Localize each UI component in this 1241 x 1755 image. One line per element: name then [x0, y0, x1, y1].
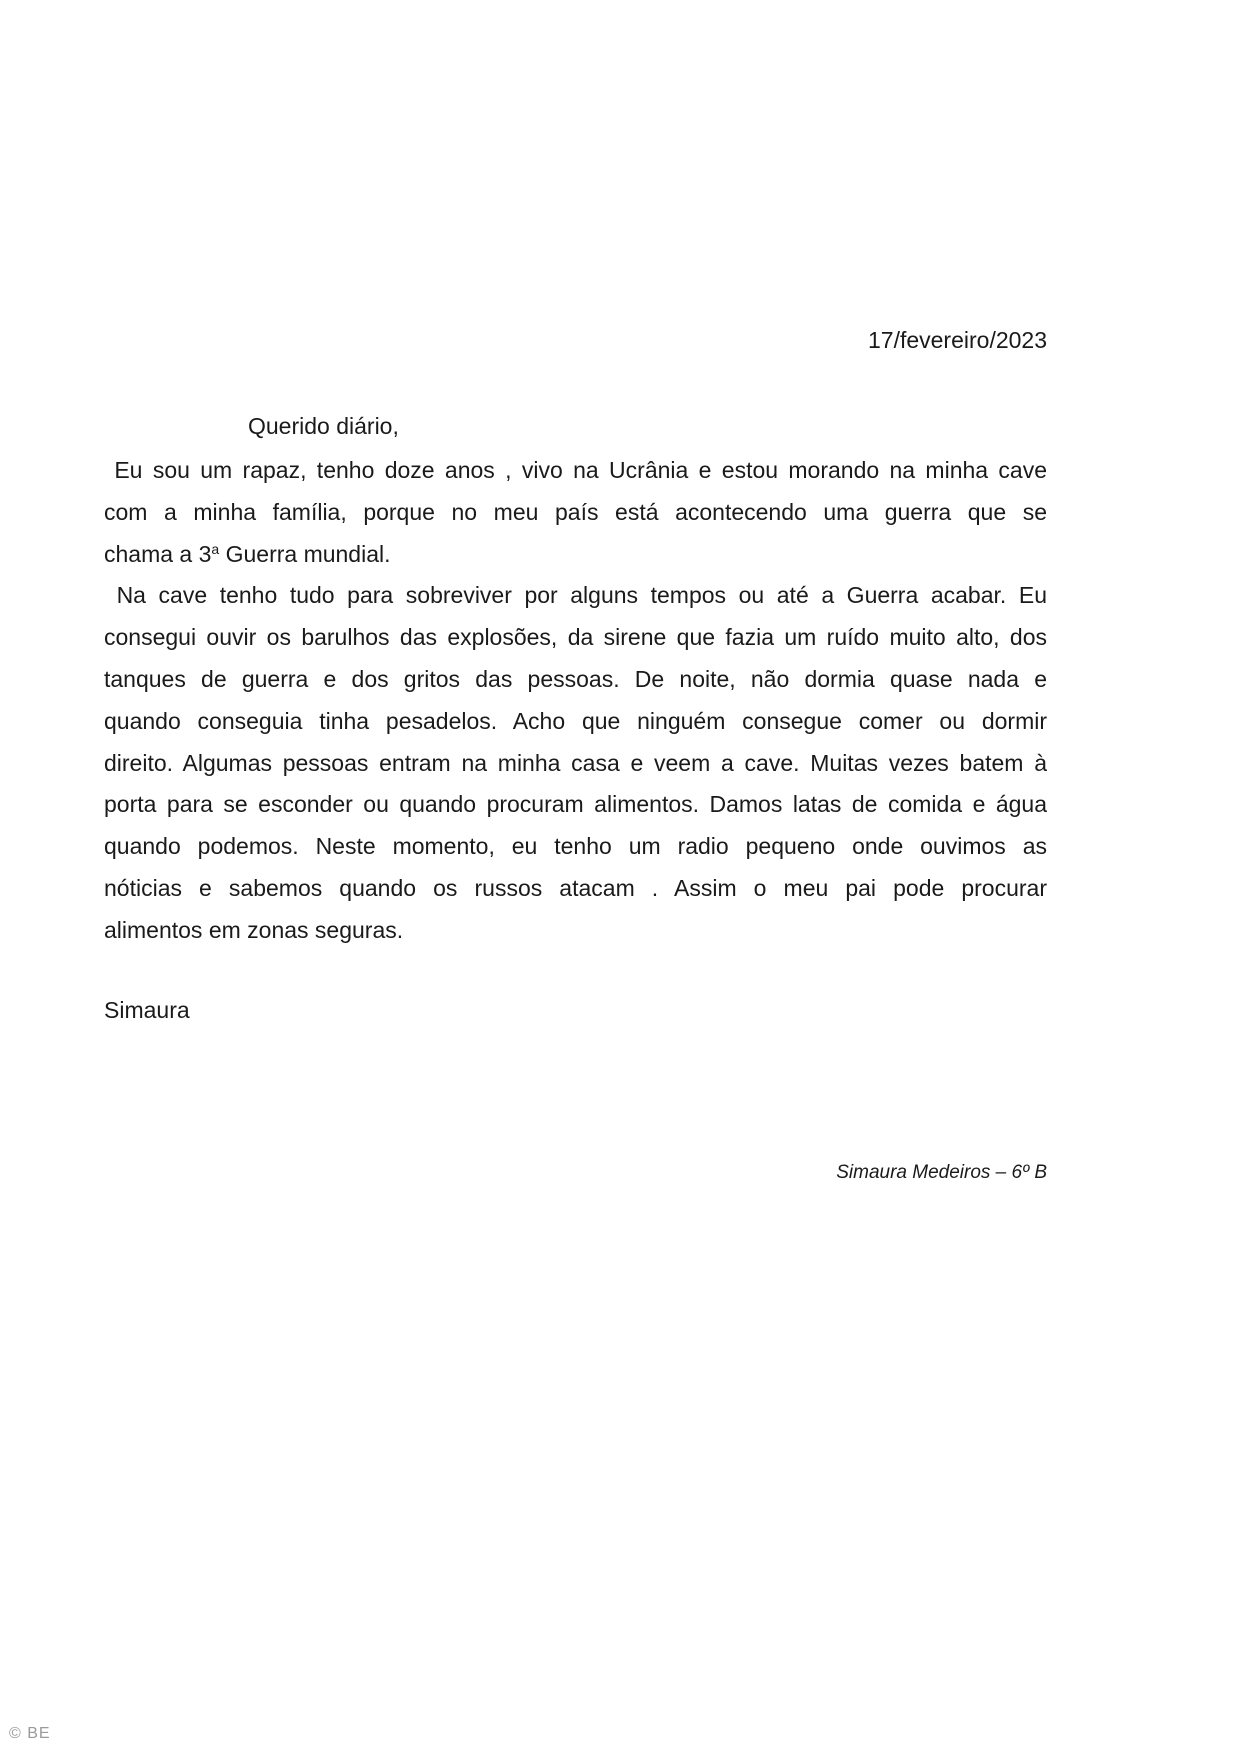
- paragraph-1-line: com a minha família, porque no meu país está acontecendo uma guerra que se: [104, 498, 1047, 525]
- paragraph-2-line: porta para se esconder ou quando procuram alimentos. Damos latas de comida e água: [104, 791, 1047, 818]
- line-suffix: Guerra mundial.: [219, 540, 391, 567]
- paragraph-2-line: direito. Algumas pessoas entram na minha casa e veem a cave. Muitas vezes batem à: [104, 749, 1047, 776]
- diary-date: 17/fevereiro/2023: [867, 327, 1047, 353]
- diary-signature: Simaura: [104, 997, 190, 1023]
- copyright-watermark: © BE: [9, 1725, 51, 1742]
- paragraph-1-line: Eu sou um rapaz, tenho doze anos , vivo na Ucrânia e estou morando na minha cave: [104, 457, 1047, 483]
- paragraph-2-line: alimentos em zonas seguras.: [104, 916, 404, 943]
- paragraph-2-line: quando conseguia tinha pesadelos. Acho que ninguém consegue comer ou dormir: [104, 707, 1047, 734]
- paragraph-2-line: quando podemos. Neste momento, eu tenho um radio pequeno onde ouvimos as: [104, 833, 1047, 860]
- paragraph-2-line: Na cave tenho tudo para sobreviver por alguns tempos ou até a Guerra acabar. Eu: [104, 582, 1047, 609]
- diary-body: [104, 450, 1047, 952]
- line-prefix: chama a 3: [104, 540, 212, 567]
- diary-greeting: Querido diário,: [248, 413, 399, 439]
- author-credit: Simaura Medeiros – 6º B: [836, 1162, 1047, 1183]
- paragraph-2-line: nóticias e sabemos quando os russos atacam . Assim o meu pai pode procurar: [104, 874, 1047, 901]
- paragraph-2-line: consegui ouvir os barulhos das explosões, da sirene que fazia um ruído muito alto, dos: [104, 624, 1047, 651]
- ordinal-superscript: a: [211, 540, 220, 557]
- paragraph-2-line: tanques de guerra e dos gritos das pessoas. De noite, não dormia quase nada e: [104, 665, 1047, 692]
- paragraph-1-line: [104, 534, 1047, 576]
